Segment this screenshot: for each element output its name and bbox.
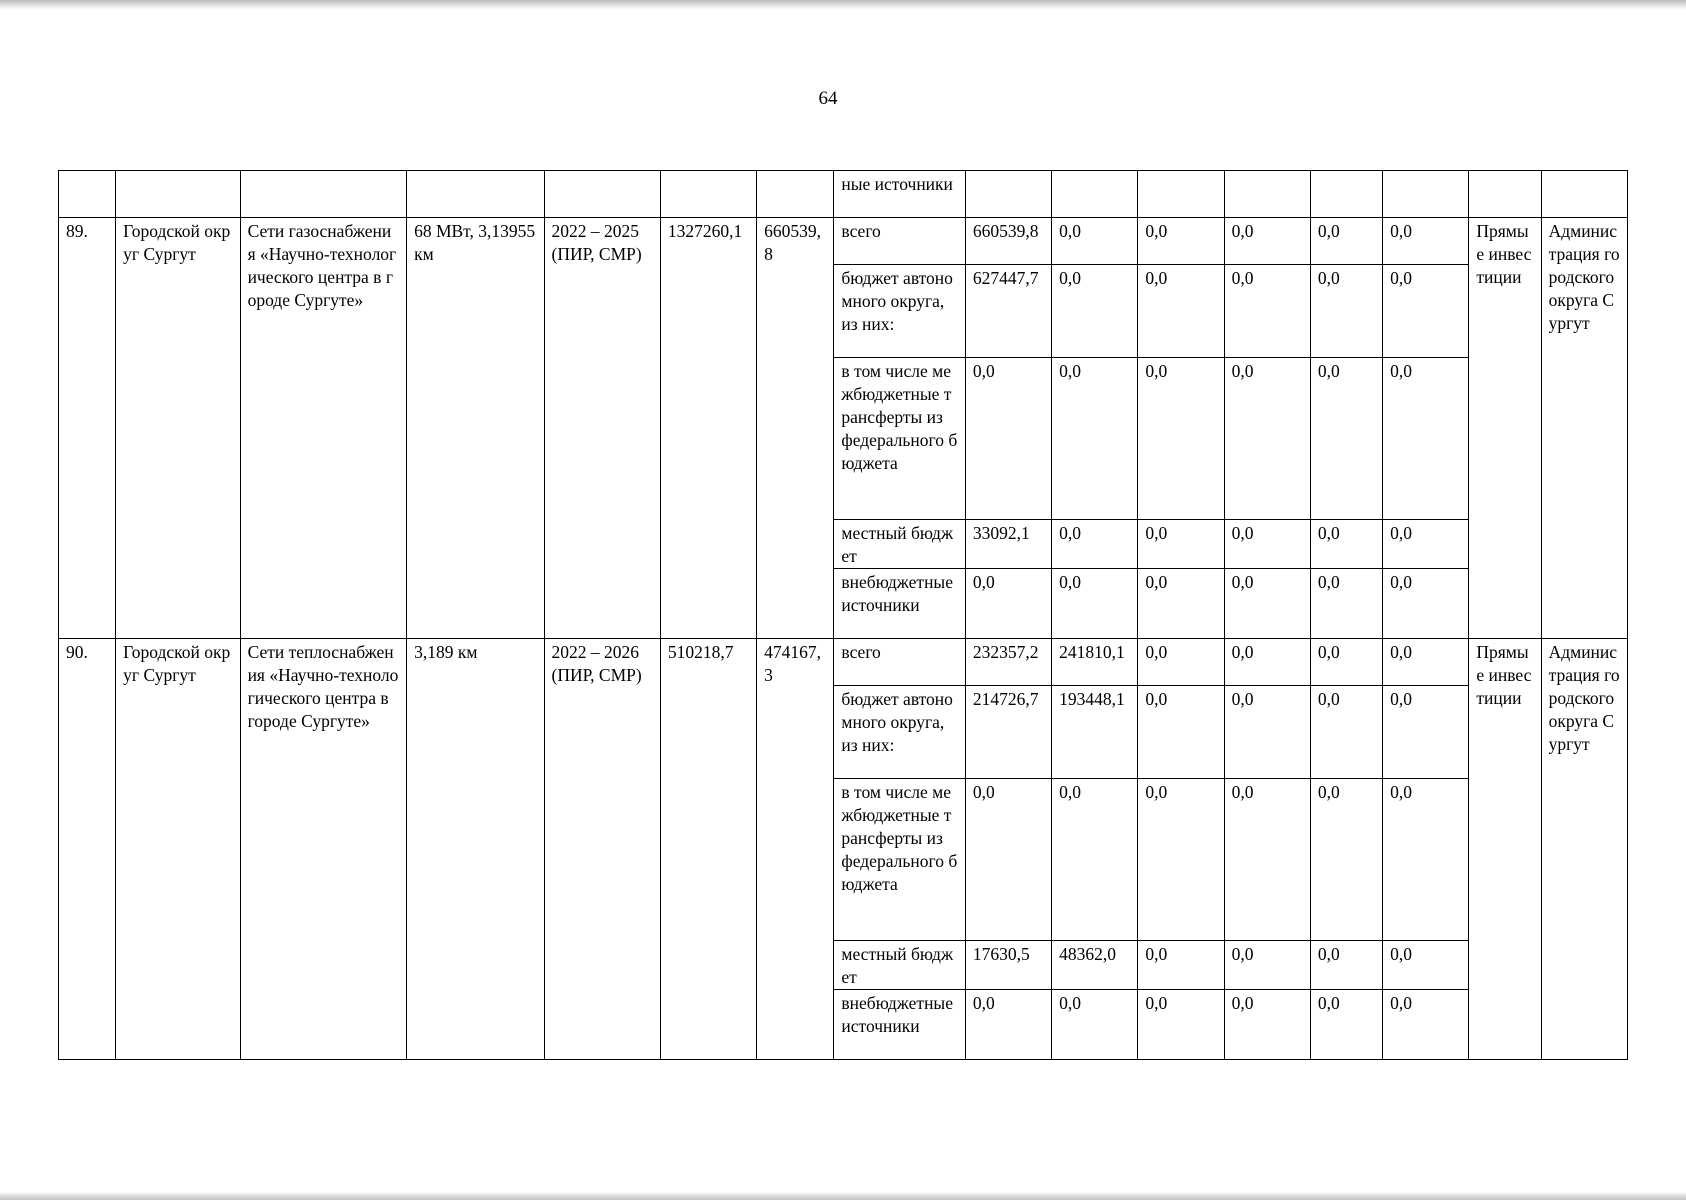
responsible-cell: Администрация городского округа Сургут	[1541, 639, 1627, 1060]
funding-value: 0,0	[1138, 265, 1224, 358]
estimated-cost-cell: 1327260,1	[660, 218, 756, 639]
funding-value: 0,0	[1224, 218, 1310, 265]
funding-source-label: всего	[834, 639, 965, 686]
investment-table	[58, 170, 1628, 1060]
estimated-cost-cell: 510218,7	[660, 639, 756, 1060]
funding-source-label: ные источники	[834, 171, 965, 218]
page-number: 64	[818, 88, 838, 109]
object-name-cell: Сети газоснабжения «Научно-технологического центра в городе Сургуте»	[240, 218, 407, 639]
funding-value: 0,0	[1310, 358, 1382, 520]
investment-type-cell: Прямые инвестиции	[1469, 639, 1541, 1060]
funding-value: 0,0	[1310, 569, 1382, 639]
funding-source-label: бюджет автономного округа, из них:	[834, 686, 965, 779]
funding-value: 0,0	[1310, 941, 1382, 990]
capacity-cell: 3,189 км	[407, 639, 544, 1060]
funding-value: 0,0	[1138, 218, 1224, 265]
period-cell: 2022 – 2026 (ПИР, СМР)	[544, 639, 660, 1060]
funding-value: 0,0	[1224, 779, 1310, 941]
funding-value: 0,0	[1310, 639, 1382, 686]
funding-value: 193448,1	[1052, 686, 1138, 779]
funding-value: 0,0	[1138, 990, 1224, 1060]
funding-value: 0,0	[1310, 779, 1382, 941]
funding-value: 0,0	[1383, 639, 1469, 686]
funding-value: 0,0	[1138, 569, 1224, 639]
funding-value: 0,0	[1310, 265, 1382, 358]
funding-value: 660539,8	[965, 218, 1051, 265]
funding-source-label: местный бюджет	[834, 941, 965, 990]
funding-value: 0,0	[1052, 358, 1138, 520]
funding-value: 0,0	[1310, 990, 1382, 1060]
funding-value: 0,0	[965, 358, 1051, 520]
funding-value: 232357,2	[965, 639, 1051, 686]
funding-value: 0,0	[1224, 520, 1310, 569]
funding-value: 0,0	[1138, 941, 1224, 990]
funding-value: 0,0	[1383, 218, 1469, 265]
funding-value: 0,0	[965, 990, 1051, 1060]
funding-value: 0,0	[1224, 358, 1310, 520]
funding-value: 0,0	[1138, 358, 1224, 520]
row-number: 89.	[59, 218, 116, 639]
funding-value: 0,0	[1310, 520, 1382, 569]
funding-value: 33092,1	[965, 520, 1051, 569]
funding-value: 0,0	[1138, 779, 1224, 941]
funding-value: 0,0	[1224, 941, 1310, 990]
funding-source-label: в том числе межбюджетные трансферты из федерального бюджета	[834, 779, 965, 941]
investment-type-cell: Прямые инвестиции	[1469, 218, 1541, 639]
funding-value: 0,0	[1383, 358, 1469, 520]
scan-edge-top	[0, 0, 1686, 10]
funding-value: 0,0	[1383, 779, 1469, 941]
funding-value: 0,0	[1052, 218, 1138, 265]
funding-value: 0,0	[1310, 686, 1382, 779]
municipality-cell: Городской округ Сургут	[116, 218, 240, 639]
funding-value: 0,0	[1383, 569, 1469, 639]
funding-source-label: бюджет автономного округа, из них:	[834, 265, 965, 358]
funding-value: 0,0	[1052, 569, 1138, 639]
funding-value: 0,0	[1224, 569, 1310, 639]
funding-value: 0,0	[1383, 520, 1469, 569]
funding-value: 0,0	[1052, 990, 1138, 1060]
table-row	[59, 639, 1628, 686]
funding-source-label: внебюджетные источники	[834, 569, 965, 639]
funding-value: 0,0	[1383, 990, 1469, 1060]
funding-value: 0,0	[965, 569, 1051, 639]
funding-value: 0,0	[1310, 218, 1382, 265]
object-name-cell: Сети теплоснабжения «Научно-технологического центра в городе Сургуте»	[240, 639, 407, 1060]
period-cell: 2022 – 2025 (ПИР, СМР)	[544, 218, 660, 639]
responsible-cell: Администрация городского округа Сургут	[1541, 218, 1627, 639]
funding-value: 0,0	[1138, 686, 1224, 779]
funding-value: 0,0	[1052, 520, 1138, 569]
funding-value: 0,0	[1383, 941, 1469, 990]
funding-value: 0,0	[1138, 639, 1224, 686]
funding-value: 241810,1	[1052, 639, 1138, 686]
funding-value: 0,0	[965, 779, 1051, 941]
remaining-cost-cell: 660539,8	[757, 218, 834, 639]
funding-value: 48362,0	[1052, 941, 1138, 990]
municipality-cell: Городской округ Сургут	[116, 639, 240, 1060]
funding-value: 0,0	[1383, 686, 1469, 779]
carry-over-row	[59, 171, 1628, 218]
funding-value: 17630,5	[965, 941, 1051, 990]
funding-value: 0,0	[1224, 639, 1310, 686]
funding-value: 0,0	[1138, 520, 1224, 569]
row-number: 90.	[59, 639, 116, 1060]
funding-value: 0,0	[1052, 265, 1138, 358]
funding-value: 627447,7	[965, 265, 1051, 358]
funding-source-label: всего	[834, 218, 965, 265]
remaining-cost-cell: 474167,3	[757, 639, 834, 1060]
funding-value: 0,0	[1224, 990, 1310, 1060]
funding-source-label: в том числе межбюджетные трансферты из федерального бюджета	[834, 358, 965, 520]
scan-edge-bottom	[0, 1192, 1686, 1200]
funding-value: 0,0	[1052, 779, 1138, 941]
funding-source-label: местный бюджет	[834, 520, 965, 569]
funding-value: 0,0	[1383, 265, 1469, 358]
funding-value: 214726,7	[965, 686, 1051, 779]
funding-value: 0,0	[1224, 265, 1310, 358]
funding-value: 0,0	[1224, 686, 1310, 779]
table-row	[59, 218, 1628, 265]
funding-source-label: внебюджетные источники	[834, 990, 965, 1060]
capacity-cell: 68 МВт, 3,13955 км	[407, 218, 544, 639]
